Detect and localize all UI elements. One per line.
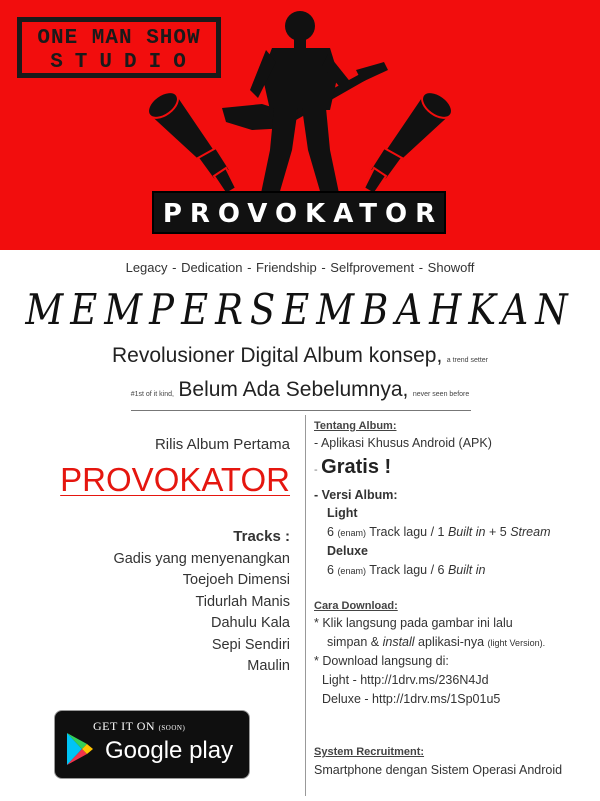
about-app-line: - Aplikasi Khusus Android (APK) bbox=[314, 436, 492, 450]
track-item: Gadis yang menyenangkan bbox=[113, 551, 290, 567]
light-link-label: Light - http:// bbox=[322, 673, 392, 687]
play-store-icon bbox=[65, 731, 95, 767]
requirement-text: Smartphone dengan Sistem Operasi Android bbox=[314, 763, 563, 777]
header-banner bbox=[0, 0, 600, 250]
about-free-line bbox=[314, 456, 391, 479]
deluxe-built-in: Built in bbox=[447, 563, 486, 577]
about-heading: Tentang Album: bbox=[314, 420, 397, 432]
app-text: aplikasi-nya bbox=[418, 635, 485, 649]
first-of-kind-line bbox=[0, 378, 600, 402]
track-item: Tidurlah Manis bbox=[195, 593, 290, 610]
track-list bbox=[0, 549, 290, 677]
versions-heading: - Versi Album: bbox=[314, 488, 398, 502]
download-heading: Cara Download: bbox=[314, 600, 398, 612]
deluxe-track-count-word: (enam) bbox=[337, 566, 366, 576]
track-item: Dahulu Kala bbox=[211, 615, 290, 632]
studio-name-line1: ONE MAN SHOW bbox=[37, 27, 201, 50]
light-plus-count: + 5 bbox=[488, 525, 507, 539]
megaphone-left-icon bbox=[143, 87, 236, 194]
megaphone-right-icon bbox=[364, 87, 457, 194]
light-version-label: Light bbox=[327, 506, 358, 520]
provokator-logo-text: PROVOKATOR bbox=[162, 199, 444, 229]
deluxe-version-label: Deluxe bbox=[327, 544, 368, 558]
light-stream: Stream bbox=[510, 525, 551, 539]
download-direct-line: * Download langsung di: bbox=[314, 654, 449, 668]
light-link-path[interactable]: 1drv.ms/236N4Jd bbox=[391, 673, 489, 687]
light-track-count: 6 bbox=[327, 525, 334, 539]
free-badge-text: Gratis ! bbox=[321, 456, 392, 478]
track-item: Sepi Sendiri bbox=[211, 636, 290, 653]
get-it-on-label bbox=[93, 719, 185, 734]
concept-note: a trend setter bbox=[446, 357, 489, 364]
deluxe-track-count: 6 bbox=[327, 563, 334, 577]
play-text: play bbox=[189, 737, 234, 764]
first-note-before: #1st of it kind, bbox=[130, 391, 174, 398]
concept-line bbox=[0, 344, 600, 368]
get-it-on-text: GET IT ON bbox=[93, 719, 156, 733]
download-click-line2 bbox=[327, 635, 545, 649]
light-track-text: Track lagu / 1 bbox=[369, 525, 445, 539]
google-play-badge-button[interactable] bbox=[54, 710, 250, 779]
provokator-logo-bar bbox=[152, 191, 446, 234]
vertical-divider bbox=[305, 415, 306, 796]
deluxe-track-text: Track lagu / 6 bbox=[369, 563, 445, 577]
release-label: Rilis Album Pertama bbox=[154, 436, 290, 453]
deluxe-link-path[interactable]: 1drv.ms/1Sp01u5 bbox=[403, 692, 501, 706]
save-text: simpan & bbox=[327, 635, 380, 649]
light-track-count-word: (enam) bbox=[337, 528, 366, 538]
studio-name-line2: STUDIO bbox=[50, 51, 198, 74]
light-version-note: (light Version). bbox=[487, 638, 546, 648]
album-title-link[interactable]: PROVOKATOR bbox=[60, 461, 290, 498]
soon-text: (SOON) bbox=[158, 724, 186, 732]
concept-main-text: Revolusioner Digital Album konsep, bbox=[111, 344, 443, 367]
first-note-after: never seen before bbox=[412, 391, 470, 398]
light-download-link[interactable] bbox=[322, 673, 489, 687]
deluxe-version-desc bbox=[327, 563, 485, 577]
google-play-wordmark bbox=[105, 737, 233, 765]
presents-heading: MEMPERSEMBAHKAN bbox=[25, 284, 575, 335]
light-built-in: Built in bbox=[447, 525, 486, 539]
tracks-heading: Tracks : bbox=[233, 528, 290, 545]
values-tagline: Legacy - Dedication - Friendship - Selfprovement - Showoff bbox=[125, 260, 475, 275]
track-item: Toejoeh Dimensi bbox=[182, 572, 290, 589]
first-main-text: Belum Ada Sebelumnya, bbox=[178, 378, 409, 401]
requirement-heading: System Recruitment: bbox=[314, 746, 425, 758]
deluxe-link-label: Deluxe - http:// bbox=[322, 692, 404, 706]
install-text: install bbox=[382, 635, 415, 649]
horizontal-divider bbox=[131, 410, 471, 411]
track-item: Maulin bbox=[247, 657, 290, 674]
free-dash: - bbox=[314, 464, 318, 476]
download-click-line1: * Klik langsung pada gambar ini lalu bbox=[314, 616, 513, 630]
light-version-desc bbox=[327, 525, 550, 539]
deluxe-download-link[interactable] bbox=[322, 692, 500, 706]
google-text: Google bbox=[105, 737, 183, 764]
